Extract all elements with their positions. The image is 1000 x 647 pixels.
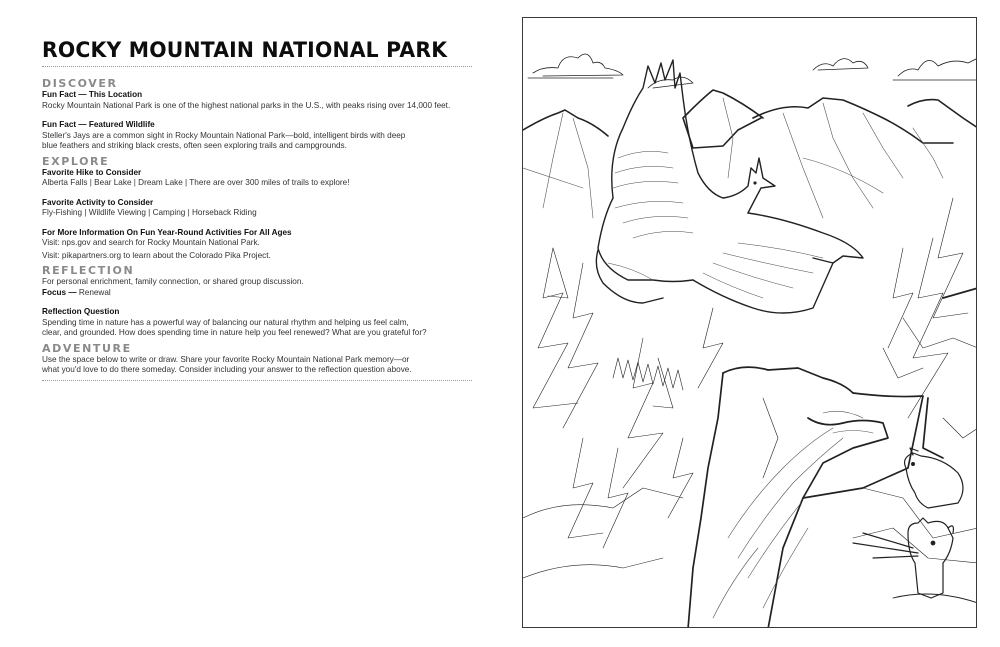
section-reflection xyxy=(42,265,472,339)
text-column xyxy=(42,36,472,381)
fun-fact-wildlife-text-1: Steller's Jays are a common sight in Rocky Mountain National Park—bold, intelligent birds with deep xyxy=(42,130,406,140)
illustration-svg xyxy=(523,18,977,628)
adventure-text-2: what you'd love to do there someday. Consider including your answer to the reflection question above. xyxy=(42,365,412,374)
pika-icon xyxy=(853,448,963,598)
fun-fact-wildlife-label: Fun Fact — Featured Wildlife xyxy=(42,120,155,129)
page-title: ROCKY MOUNTAIN NATIONAL PARK xyxy=(42,38,448,62)
fun-fact-wildlife-text-2: blue feathers and striking black crests, often seen exploring trails and campgrounds. xyxy=(42,141,347,150)
info-label: For More Information On Fun Year-Round Activities For All Ages xyxy=(42,227,292,237)
section-discover xyxy=(42,78,472,152)
focus-value: Renewal xyxy=(76,287,111,297)
river-icon xyxy=(713,411,873,618)
reflection-question-label: Reflection Question xyxy=(42,307,120,316)
adventure-text-1: Use the space below to write or draw. Share your favorite Rocky Mountain National Park memory—or xyxy=(42,354,410,364)
reflection-question-text-1: Spending time in nature has a powerful way of balancing our natural rhythm and helping us feel calm, xyxy=(42,317,409,327)
reflection-intro: For personal enrichment, family connection, or shared group discussion. xyxy=(42,277,304,286)
cloud-icon xyxy=(528,54,977,88)
ledge xyxy=(893,594,977,603)
focus-line xyxy=(42,288,472,299)
hike-label: Favorite Hike to Consider xyxy=(42,167,142,177)
activity-label: Favorite Activity to Consider xyxy=(42,197,154,207)
hike-text: Alberta Falls | Bear Lake | Dream Lake | There are over 300 miles of trails to explore! xyxy=(42,178,350,187)
section-heading-explore: EXPLORE xyxy=(42,154,110,168)
section-explore xyxy=(42,156,472,262)
feather-detail xyxy=(608,151,823,298)
info-line-1: Visit: nps.gov and search for Rocky Mountain National Park. xyxy=(42,238,260,247)
mountains-icon xyxy=(523,90,977,148)
reflection-question-text-2: clear, and grounded. How does spending time in nature help you feel renewed? What are you grateful for? xyxy=(42,328,427,337)
focus-label: Focus — xyxy=(42,287,77,297)
section-heading-reflection: REFLECTION xyxy=(42,264,135,277)
section-heading-adventure: ADVENTURE xyxy=(42,341,132,355)
activity-text: Fly-Fishing | Wildlife Viewing | Camping | Horseback Riding xyxy=(42,208,257,217)
divider-top xyxy=(42,66,472,67)
fun-fact-location-label: Fun Fact — This Location xyxy=(42,90,143,99)
section-heading-discover: DISCOVER xyxy=(42,77,118,90)
section-adventure xyxy=(42,343,472,376)
divider-bottom xyxy=(42,380,472,381)
coloring-illustration xyxy=(522,17,977,628)
info-line-2: Visit: pikapartners.org to learn about the Colorado Pika Project. xyxy=(42,250,271,260)
fun-fact-location-text: Rocky Mountain National Park is one of the highest national parks in the U.S., with peaks rising over 14,000 feet. xyxy=(42,100,451,110)
